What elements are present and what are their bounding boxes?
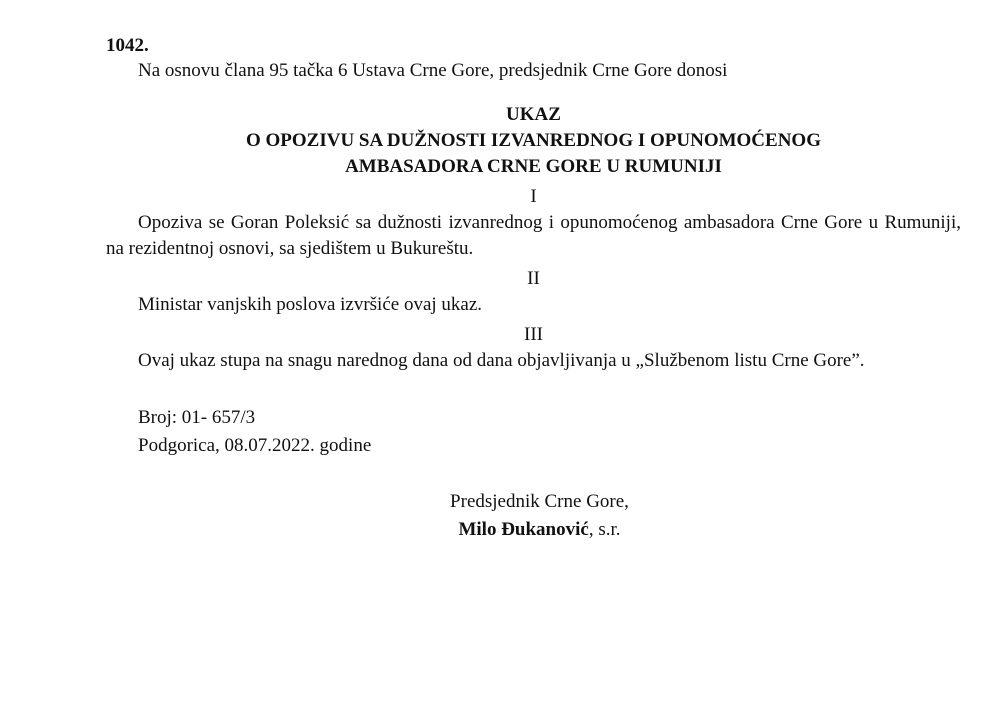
intro-paragraph: Na osnovu člana 95 tačka 6 Ustava Crne Gore, predsjednik Crne Gore donosi — [138, 60, 728, 81]
signature-line — [450, 516, 629, 544]
section-text-2: Ministar vanjskih poslova izvršiće ovaj ukaz. — [138, 294, 483, 315]
section-text-3: Ovaj ukaz stupa na snagu narednog dana od dana objavljivanja u „Službenom listu Crne Gore”. — [138, 350, 865, 371]
signature-block — [106, 488, 961, 544]
document-meta — [106, 404, 961, 460]
signature-suffix: , s.r. — [588, 519, 621, 540]
title-line-3: AMBASADORA CRNE GORE U RUMUNIJI — [345, 156, 722, 177]
decree-number: 1042. — [106, 35, 149, 56]
section-numeral-1: I — [530, 186, 537, 207]
title-line-1: UKAZ — [506, 104, 561, 125]
section-numeral-2: II — [527, 268, 540, 289]
signature-title: Predsjednik Crne Gore, — [450, 491, 629, 512]
decree-title — [106, 102, 961, 180]
section-text-1: Opoziva se Goran Poleksić sa dužnosti izvanrednog i opunomoćenog ambasadora Crne Gore u Rumuniji, na rezidentnoj osnovi, sa sjedištem u Bukureštu. — [106, 212, 961, 259]
reference-number: Broj: 01- 657/3 — [138, 407, 256, 428]
decree-document — [106, 34, 961, 544]
place-and-date: Podgorica, 08.07.2022. godine — [138, 435, 372, 456]
section-numeral-3: III — [524, 324, 543, 345]
signature-name: Milo Đukanović — [458, 519, 589, 540]
title-line-2: O OPOZIVU SA DUŽNOSTI IZVANREDNOG I OPUNOMOĆENOG — [245, 130, 821, 151]
